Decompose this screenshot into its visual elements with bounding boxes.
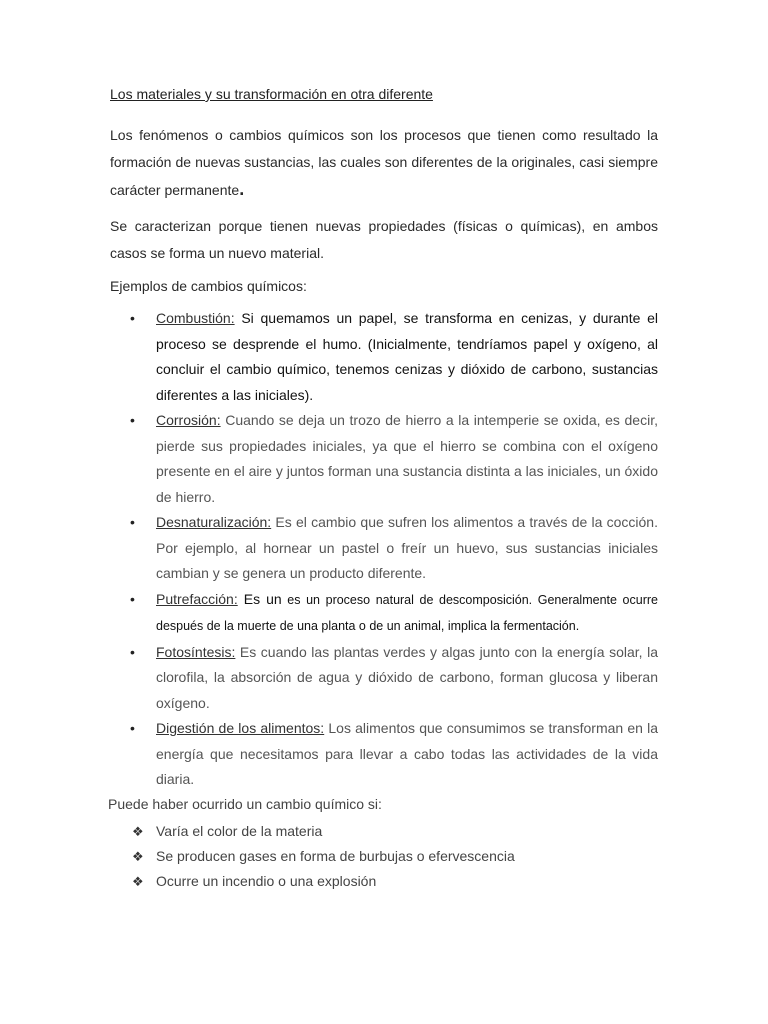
example-term: Digestión de los alimentos: xyxy=(156,720,325,736)
examples-list xyxy=(110,306,658,793)
list-item-combustion xyxy=(110,306,658,408)
conditions-heading: Puede haber ocurrido un cambio químico si: xyxy=(108,795,382,812)
example-text: Si quemamos un papel, se transforma en cenizas, y durante el proceso se desprende el humo. (Inicialmente, tendríamos papel y oxígeno, al concluir el cambio químico, tenemos cenizas y dióxido de carbono, sustancias diferentes a las iniciales). xyxy=(156,310,658,403)
bullet-icon: • xyxy=(130,590,135,607)
example-term: Combustión: xyxy=(156,310,235,326)
condition-text: Varía el color de la materia xyxy=(156,822,323,839)
list-item-corrosion xyxy=(110,408,658,510)
paragraph-definition-period: . xyxy=(239,179,245,199)
paragraph-definition-text: Los fenómenos o cambios químicos son los procesos que tienen como resultado la formación de nuevas sustancias, las cuales son diferentes de la originales, casi siempre carácter permanente xyxy=(110,127,658,198)
list-item-condition-gases xyxy=(110,844,658,869)
document-page xyxy=(110,84,658,894)
example-text: Es el cambio que sufren los alimentos a través de la cocción. Por ejemplo, al hornear un pastel o freír un huevo, sus sustancias iniciales cambian y se genera un producto diferente. xyxy=(156,514,658,581)
bullet-icon: • xyxy=(130,310,135,326)
example-text: Cuando se deja un trozo de hierro a la intemperie se oxida, es decir, pierde sus propiedades iniciales, ya que el hierro se combina con el oxígeno presente en el aire y juntos forman una sustancia distinta a las iniciales, un óxido de hierro. xyxy=(156,412,658,505)
diamond-bullet-icon: ❖ xyxy=(132,848,144,864)
list-item-putrefaction xyxy=(110,587,658,640)
example-text: Los alimentos que consumimos se transforman en la energía que necesitamos para llevar a cabo todas las actividades de la vida diaria. xyxy=(156,720,659,787)
example-lead: Es un xyxy=(237,590,282,607)
conditions-list xyxy=(110,819,658,894)
condition-text: Se producen gases en forma de burbujas o efervescencia xyxy=(156,847,515,864)
bullet-icon: • xyxy=(130,412,135,428)
list-item-condition-fire xyxy=(110,869,658,894)
example-text: es un proceso natural de descomposición. Generalmente ocurre después de la muerte de una planta o de un animal, implica la fermentación. xyxy=(156,592,658,633)
examples-heading: Ejemplos de cambios químicos: xyxy=(110,278,307,294)
document-title: Los materiales y su transformación en otra diferente xyxy=(110,86,433,102)
diamond-bullet-icon: ❖ xyxy=(132,873,144,889)
example-term: Desnaturalización: xyxy=(156,514,272,530)
bullet-icon: • xyxy=(130,514,135,530)
paragraph-characteristics: Se caracterizan porque tienen nuevas propiedades (físicas o químicas), en ambos casos se forma un nuevo material. xyxy=(110,218,658,261)
list-item-digestion xyxy=(110,716,658,793)
condition-text: Ocurre un incendio o una explosión xyxy=(156,872,377,889)
example-term: Putrefacción: xyxy=(156,590,238,607)
list-item-condition-color xyxy=(110,819,658,844)
paragraph-definition xyxy=(110,122,658,204)
list-item-denaturation xyxy=(110,510,658,587)
example-term: Corrosión: xyxy=(156,412,221,428)
diamond-bullet-icon: ❖ xyxy=(132,823,144,839)
bullet-icon: • xyxy=(130,720,135,736)
list-item-photosynthesis xyxy=(110,640,658,717)
example-term: Fotosíntesis: xyxy=(156,643,236,660)
example-text: Es cuando las plantas verdes y algas junto con la energía solar, la clorofila, la absorción de agua y dióxido de carbono, forman glucosa y liberan oxígeno. xyxy=(156,643,658,711)
bullet-icon: • xyxy=(130,643,135,660)
